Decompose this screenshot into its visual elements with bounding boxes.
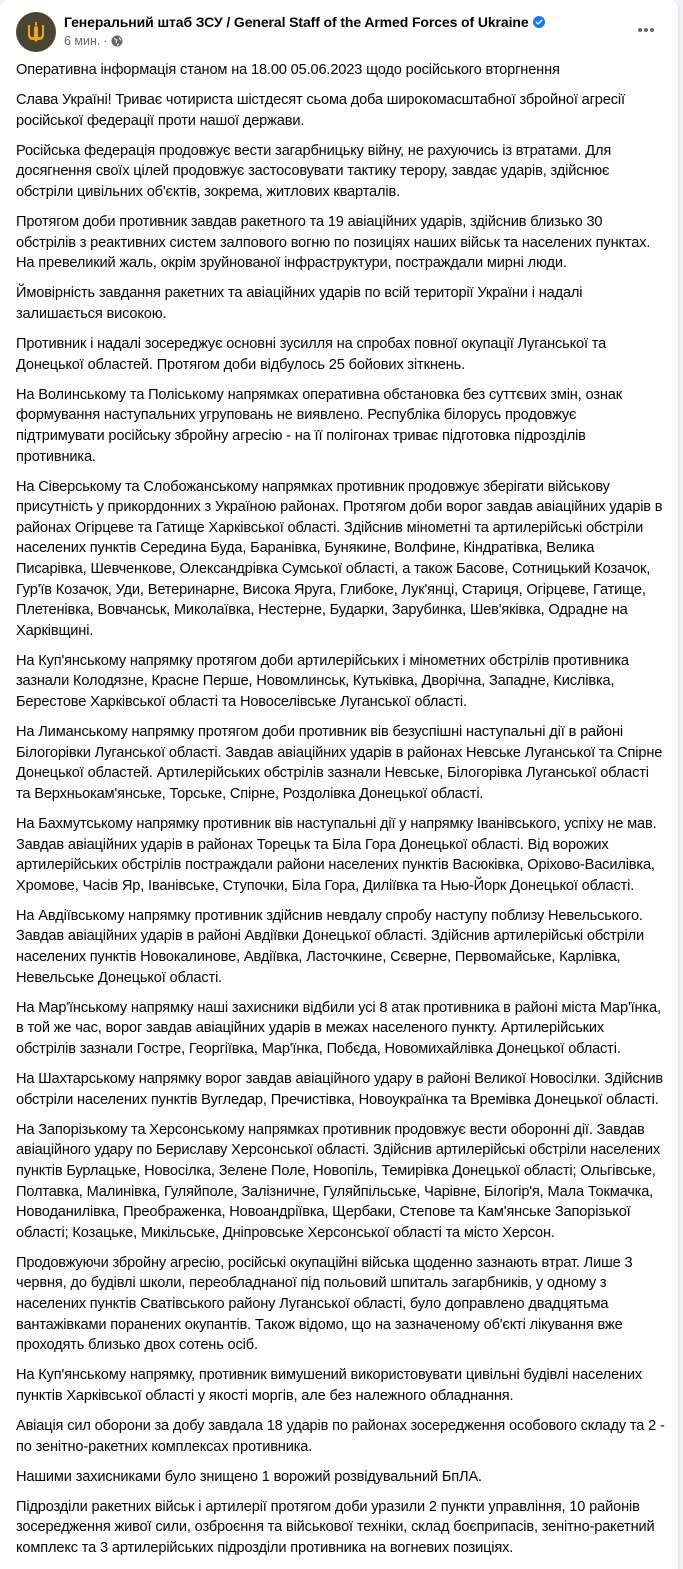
meta-separator: ·	[103, 34, 108, 48]
post-paragraph: На Волинському та Поліському напрямках оперативна обстановка без суттєвих змін, ознак формування наступальних угруповань не виявлено. Республіка білорусь продовжує підтримувати російську збройну агресію - на її полігонах триває підготовка підрозділів противника.	[16, 386, 622, 465]
post-paragraph: Підрозділи ракетних військ і артилерії протягом доби уразили 2 пункти управління, 10 районів зосередження живої сили, озброєння та військової техніки, склад боєприпасів, зенітно-ракетний комплекс та 3 артилерійських підрозділи противника на вогневих позиціях.	[16, 1498, 655, 1556]
post-paragraph: Російська федерація продовжує вести загарбницьку війну, не рахуючись із втратами. Для досягнення своїх цілей продовжує застосовувати тактику терору, завдає ударів, здійснює обстріли цивільних об'єктів, зокрема, житлових кварталів.	[16, 142, 612, 200]
post-meta	[64, 33, 123, 49]
post-paragraph: Продовжуючи збройну агресію, російські окупаційні війська щоденно зазнають втрат. Лише 3 червня, до будівлі школи, переобладнаної під польовий шпиталь загарбників, у одному з населених пунктів Сватівського району Луганської області, було доправлено двадцятьма вантажівками поранених окупантів. Також відомо, що на зазначеному об'єкті лікування вже проходять близько двох сотень осіб.	[16, 1254, 633, 1354]
author-name-link[interactable]: Генеральний штаб ЗСУ / General Staff of the Armed Forces of Ukraine	[64, 14, 529, 30]
post-paragraph: Авіація сил оборони за добу завдала 18 ударів по районах зосередження особового складу та 2 - по зенітно-ракетних комплексах противника.	[16, 1417, 665, 1455]
post-paragraph: На Сіверському та Слобожанському напрямках противник продовжує зберігати військову присутність у прикордонних з Україною районах. Протягом доби ворог завдав авіаційних ударів в районах Огірцеве та Гатище Харківської області. Здійснив мінометні та артилерійські обстріли населених пунктів Середина Буда, Баранівка, Бунякине, Волфине, Кіндратівка, Велика Писарівка, Шевченкове, Олександрівка Сумської області, а також Басове, Сотницький Козачок, Гур'їв Козачок, Уди, Ветеринарне, Висока Яруга, Глибоке, Лук'янці, Стариця, Огірцеве, Гатище, Плетенівка, Вовчанськ, Миколаївка, Нестерне, Бударки, Зарубинка, Шев'яківка, Одрадне на Харківщині.	[16, 478, 663, 639]
post-paragraph: На Бахмутському напрямку противник вів наступальні дії у напрямку Іванівського, успіху не мав. Завдав авіаційних ударів в районах Торецьк та Біла Гора Донецької області. Від ворожих артилерійських обстрілів постраждали райони населених пунктів Васюківка, Оріхово-Василівка, Хромове, Часів Яр, Іванівське, Ступочки, Біла Гора, Диліївка та Нью-Йорк Донецької області.	[16, 816, 657, 894]
post-options-button[interactable]	[632, 20, 660, 40]
avatar[interactable]	[16, 12, 56, 52]
post-paragraph: На Лиманському напрямку протягом доби противник вів безуспішні наступальні дії в районі Білогорівки Луганської області. Завдав авіаційних ударів в районах Невське Луганської та Спірне Донецької областей. Артилерійських обстрілів зазнали Невське, Білогорівка Луганської області та Верхньокам'янське, Торське, Спірне, Роздолівка Донецької області.	[16, 724, 663, 802]
more-horizontal-icon-dot	[638, 28, 642, 32]
post-paragraph: На Куп'янському напрямку протягом доби артилерійських і мінометних обстрілів противника зазнали Колодязне, Красне Перше, Новомлинськ, Кутьківка, Дворічна, Западне, Кислівка, Берестове Харківської області та Новоселівське Луганської області.	[16, 652, 629, 711]
post-paragraph: На Авдіївському напрямку противник здійснив невдалу спробу наступу поблизу Невельського. Завдав авіаційних ударів в районі Авдіївки Донецької області. Здійснив артилерійські обстріли населених пунктів Новокалинове, Авдіївка, Ласточкине, Сєверне, Первомайське, Карлівка, Невельське Донецької області.	[16, 907, 644, 986]
post-paragraph: Оперативна інформація станом на 18.00 05.06.2023 щодо російського вторгнення	[16, 62, 560, 78]
post-paragraph: Ймовірність завдання ракетних та авіаційних ударів по всій території України і надалі залишається високою.	[16, 285, 583, 322]
globe-icon[interactable]	[111, 35, 123, 47]
post-header	[0, 0, 678, 56]
more-horizontal-icon-dot	[650, 28, 654, 32]
post-author	[64, 13, 545, 31]
post-paragraph: Протягом доби противник завдав ракетного та 19 авіаційних ударів, здійснив близько 30 обстрілів з реактивних систем залпового вогню по позиціях наших військ та населених пунктах. На превеликий жаль, окрім зруйнованої інфраструктури, постраждали мирні люди.	[16, 214, 651, 272]
post-paragraph: На Куп'янському напрямку, противник вимушений використовувати цивільні будівлі населених пунктів Харківської області у якості моргів, але без належного обладнання.	[16, 1367, 643, 1404]
more-horizontal-icon-dot	[644, 28, 648, 32]
post-body	[16, 60, 666, 1568]
post-paragraph: На Шахтарському напрямку ворог завдав авіаційного удару в районі Великої Новосілки. Здійснив обстріли населених пунктів Вугледар, Пречистівка, Новоукраїнка та Времівка Донецької області.	[16, 1071, 664, 1108]
post-paragraph: На Запорізькому та Херсонському напрямках противник продовжує вести оборонні дії. Завдав авіаційного удару по Бериславу Херсонської області. Здійснив артилерійські обстріли населених пунктів Бурлацьке, Новосілка, Зелене Поле, Новопіль, Темирівка Донецької області; Ольгівське, Полтавка, Малинівка, Гуляйполе, Залізничне, Гуляйпільське, Чарівне, Білогір'я, Мала Токмачка, Новоданилівка, Преображенка, Новоандріївка, Щербаки, Степове та Кам'янське Запорізької області; Козацьке, Микільське, Дніпровське Херсонської області та місто Херсон.	[16, 1121, 661, 1241]
post-paragraph: Слава Україні! Триває чотириста шістдесят сьома доба широкомасштабної збройної агресії російської федерації проти нашої держави.	[16, 92, 625, 129]
trident-icon	[27, 22, 45, 42]
post-paragraph: На Мар'їнському напрямку наші захисники відбили усі 8 атак противника в районі міста Мар'їнка, в той же час, ворог завдав авіаційних ударів в межах населеного пункту. Артилерійських обстрілів зазнали Гостре, Георгіївка, Мар'їнка, Побєда, Новомихайлівка Донецької області.	[16, 999, 661, 1057]
post-paragraph: Нашими захисниками було знищено 1 ворожий розвідувальний БпЛА.	[16, 1468, 482, 1485]
post-timestamp[interactable]: 6 мин.	[64, 34, 101, 48]
verified-badge-icon	[533, 16, 545, 28]
post-paragraph: Противник і надалі зосереджує основні зусилля на спробах повної окупації Луганської та Донецької областей. Протягом доби відбулось 25 бойових зіткнень.	[16, 336, 607, 373]
